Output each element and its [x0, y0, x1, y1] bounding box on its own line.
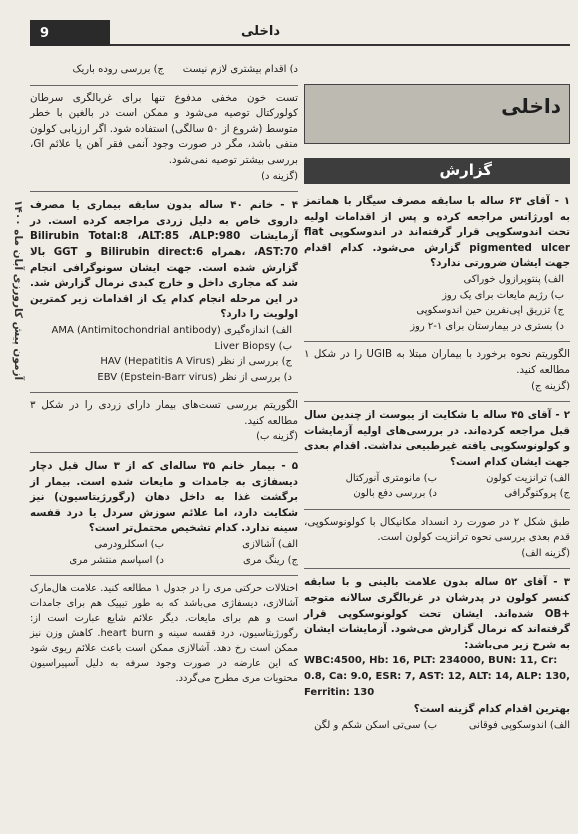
page-header	[30, 20, 570, 46]
option: ب) اسکلرودرمی	[94, 539, 164, 551]
option: الف) اندوسکوپی فوقانی	[468, 719, 570, 731]
section-heading-box	[304, 84, 570, 144]
option: ج) تزریق اپی‌نفرین حین اندوسکوپی	[416, 305, 564, 317]
option: ج) بررسی از نظر HAV (Hepatitis A Virus)	[100, 356, 292, 368]
option: ب) سی‌تی اسکن شکم و لگن	[314, 719, 437, 731]
page-number: 9	[30, 20, 110, 46]
explanation-paragraph: الگوریتم بررسی تست‌های بیمار دارای زردی را در شکل ۳ مطالعه کنید.	[30, 399, 298, 427]
option: ج) رینگ مری	[243, 554, 298, 566]
answer-label: (گزینه الف)	[521, 547, 570, 559]
option: د) بررسی دفع بالون	[353, 488, 437, 500]
divider	[304, 401, 570, 402]
divider	[304, 568, 570, 569]
question-5: ۵ - بیمار خانم ۳۵ ساله‌ای که از ۳ سال قبل دچار دیسفاژی به جامدات و مایعات شده است. بیمار از برگشت غذا به داخل دهان (رگورژیتاسیون) نیز شکایت دارد، اما علائم سوزش سردل یا درد قفسه سینه ندارد. کدام تشخیص محتمل‌تر است؟	[30, 460, 298, 535]
answer-label: (گزینه ب)	[256, 431, 298, 443]
divider	[30, 452, 298, 453]
question-4: ۴ - خانم ۴۰ ساله بدون سابقه بیماری یا مصرف داروی خاص به دلیل زردی مراجعه کرده است. در آزمایشات Bilirubin Total:8 ،ALT:85 ،ALP:980 ،AST:70 ،همراه Bilirubin direct:6 و GGT بالا گزارش شده است. جهت ایشان سونوگرافی انجام شد که مجاری داخل و خارج کبدی نرمال گزارش شد. در این مرحله انجام کدام یک از اقدامات زیر کمترین اولویت را دارد؟	[30, 199, 298, 321]
option: ب) رژیم مایعات برای یک روز	[442, 289, 564, 301]
divider	[304, 509, 570, 510]
answer-label: (گزینه ج)	[531, 380, 570, 392]
explanation-paragraph: طبق شکل ۲ در صورت رد انسداد مکانیکال با کولونوسکوپی، قدم بعدی بررسی نحوه ترانزیت کولون است.	[304, 515, 570, 544]
option: ج) بررسی روده باریک	[72, 64, 164, 75]
running-title: داخلی	[241, 24, 280, 39]
divider	[30, 191, 298, 192]
divider	[304, 341, 570, 342]
question-2-options	[304, 471, 570, 502]
question-3-prompt: بهترین اقدام کدام گزینه است؟	[413, 703, 570, 716]
question-3: ۳ - آقای ۵۲ ساله بدون علامت بالینی و با سابقه کنسر کولون در پدرشان در غربالگری سالانه متوجه +OB شده‌اند. ایشان تحت کولونوسکوپی قرار گرفته‌اند که نرمال گزارش می‌شود. آزمایشات ایشان به شرح زیر می‌باشد:	[304, 576, 570, 651]
section-title: داخلی	[501, 94, 561, 118]
option: الف) ترانزیت کولون	[486, 472, 570, 484]
option: د) اقدام بیشتری لازم نیست	[182, 64, 298, 75]
question-3-options	[304, 718, 570, 734]
answer-label: (گزینه د)	[261, 170, 298, 182]
option: د) اسپاسم منتشر مری	[69, 554, 164, 566]
divider	[30, 85, 298, 86]
option: الف) پنتوپرازول خوراکی	[463, 273, 564, 285]
option: ج) پروکتوگرافی	[504, 488, 570, 500]
explanation-paragraph: تست خون مخفی مدفوع تنها برای غربالگری سرطان کولورکتال توصیه می‌شود و ممکن است در بالغین با خطر متوسط (شروع از ۵۰ سالگی) استفاده شود. اگر ارزیابی کولون منفی باشد، مگر در صورت وجود آنمی فقر آهن یا علائم GI، بررسی بیشتر توصیه نمی‌شود.	[29, 91, 298, 166]
option: د) بستری در بیمارستان برای ۱-۲ روز	[410, 320, 564, 332]
report-bar: گزارش	[304, 158, 570, 184]
question-5-options	[30, 537, 298, 568]
option: ب) مانومتری آنورکتال	[345, 472, 437, 484]
top-options	[30, 62, 298, 78]
question-4-options	[30, 323, 298, 385]
side-margin-text: آزمون پیش کارورزی آبان ماه ۱۴۰۰	[12, 199, 24, 380]
option: الف) آشالازی	[242, 539, 298, 551]
right-column	[304, 62, 570, 733]
left-column	[30, 62, 298, 686]
option: ب) Liver Biopsy	[214, 340, 292, 352]
explanation-paragraph: الگوریتم نحوه برخورد با بیماران مبتلا به UGIB را در شکل ۱ مطالعه کنید.	[304, 348, 570, 376]
option: د) بررسی از نظر EBV (Epstein-Barr virus)	[97, 371, 292, 383]
question-1: ۱ - آقای ۶۳ ساله با سابقه مصرف سیگار با هماتمز به اورژانس مراجعه کرده و پس از اقدامات اولیه تحت اندوسکوپی قرار گرفته‌اند در اندوسکوپی flat pigmented ulcer گزارش می‌شود. کدام اقدام جهت ایشان ضرورتی ندارد؟	[304, 195, 571, 270]
question-2: ۲ - آقای ۴۵ ساله با شکایت از یبوست از چندین سال قبل مراجعه کرده‌اند. در بررسی‌های اولیه آزمایشات و کولونوسکوپی یافته غیرطبیعی نداشت. اقدام بعدی جهت ایشان کدام است؟	[304, 409, 570, 468]
question-1-options	[304, 272, 570, 334]
lab-values: WBC:4500, Hb: 16, PLT: 234000, BUN: 11, Cr: 0.8, Ca: 9.0, ESR: 7, AST: 12, ALT: 14, ALP: 130, Ferritin: 130	[304, 655, 570, 698]
explanation-paragraph: اختلالات حرکتی مری را در جدول ۱ مطالعه کنید. علامت هال‌مارک آشالازی، دیسفاژی می‌باشد که به طور تیپیک هم برای جامدات است و هم برای مایعات. دیگر علائم شایع عبارت است از: رگورژیتاسیون، درد قفسه سینه و heart burn. کاهش وزن نیز ممکن است رخ دهد. آشالازی ممکن است باعث علائم ریوی شود که این عارضه در صورت وجود سرفه به دلیل آسپیراسیون محتویات مری مطرح می‌گردد.	[30, 583, 298, 685]
divider	[30, 575, 298, 576]
option: الف) اندازه‌گیری AMA (Antimitochondrial antibody)	[51, 324, 292, 336]
divider	[30, 392, 298, 393]
